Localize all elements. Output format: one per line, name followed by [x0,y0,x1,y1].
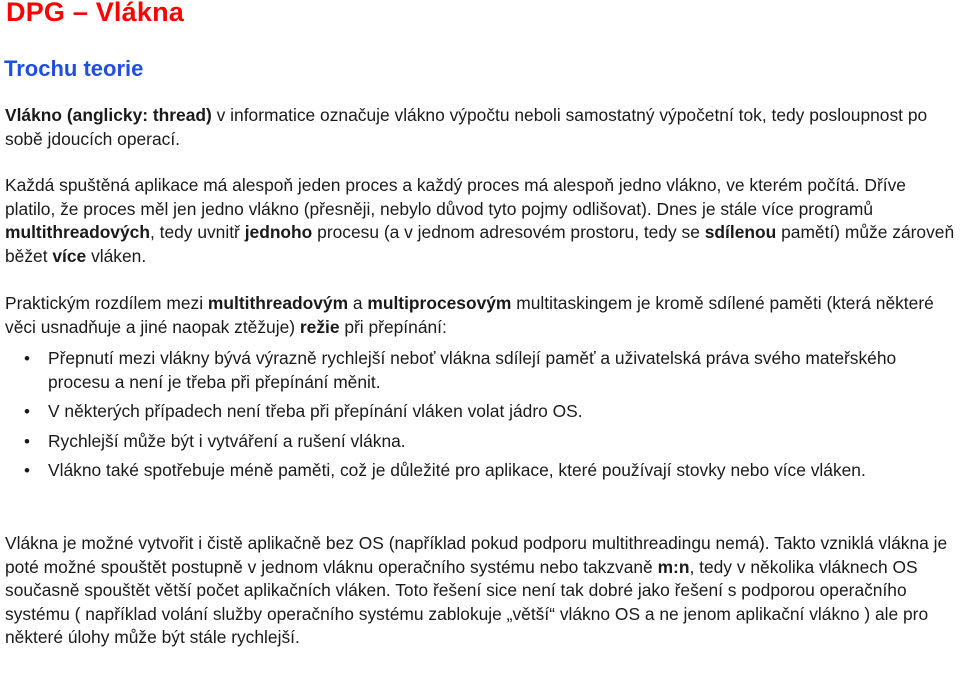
bold-term: Vlákno (anglicky: thread) [5,105,212,125]
paragraph-text: Vlákna je možné vytvořit i čistě aplikačně bez OS (například pokud podporu multithreadingu nemá). Takto vzniklá vlákna je poté možné spouštět postupně v jednom vláknu operačního systému nebo takzvaně [5,533,948,577]
paragraph-text: při přepínání: [339,316,447,337]
paragraph-user-threads [5,532,957,650]
bold-term: jednoho [244,222,313,242]
paragraph-text: Praktickým rozdílem mezi [5,293,208,313]
paragraph-text: vláken. [86,245,147,266]
paragraph-text: , tedy v několika vláknech OS současně spouštět větší počet aplikačních vláken. Toto řešení sice není tak dobré jako řešení s podporou operačního systému ( například volání služby operačního systému zablokuje „větší“ vlákno OS a ne jenom aplikační vlákno ) ale pro některé úlohy může být stále rychlejší. [5,556,929,647]
page-title: DPG – Vlákna [6,0,184,27]
bold-term: multithreadovým [207,293,349,313]
bold-term: sdílenou [704,222,777,242]
bold-term: m:n [657,556,690,577]
paragraph-text: , tedy uvnitř [149,222,245,242]
paragraph-text: v informatice označuje vlákno výpočtu neboli samostatný výpočetní tok, tedy posloupnost po sobě jdoucích operací. [5,105,928,149]
paragraph-processes [5,174,957,268]
paragraph-text: multitaskingem je kromě sdílené paměti (která některé věci usnadňuje a jiné naopak ztěžuje) [5,293,934,337]
bold-term: režie [299,316,340,337]
paragraph-differences [5,292,957,339]
bold-term: multiprocesovým [367,293,512,313]
bullet-item: • Rychlejší může být i vytváření a rušení vlákna. [24,430,954,454]
bullet-item: • Vlákno také spotřebuje méně paměti, což je důležité pro aplikace, které používají stovky nebo více vláken. [24,459,954,483]
bold-term: více [52,245,87,266]
paragraph-text: pamětí) může zároveň běžet [5,222,955,266]
section-heading: Trochu teorie [4,56,144,81]
bullet-item: • V některých případech není třeba při přepínání vláken volat jádro OS. [24,400,954,424]
bold-term: multithreadových [5,222,150,242]
bullet-item: • Přepnutí mezi vlákny bývá výrazně rychlejší neboť vlákna sdílejí paměť a uživatelská práva svého mateřského procesu a není je třeba při přepínání měnit. [24,347,954,394]
paragraph-text: Každá spuštěná aplikace má alespoň jeden proces a každý proces má alespoň jedno vlákno, ve kterém počítá. Dříve platilo, že proces měl jen jedno vlákno (přesněji, nebylo důvod tyto pojmy odlišovat). Dnes je stále více programů [5,175,906,219]
paragraph-definition [5,104,957,151]
bullet-list [24,347,954,489]
paragraph-text: procesu (a v jednom adresovém prostoru, tedy se [312,222,705,242]
paragraph-text: a [348,293,368,313]
